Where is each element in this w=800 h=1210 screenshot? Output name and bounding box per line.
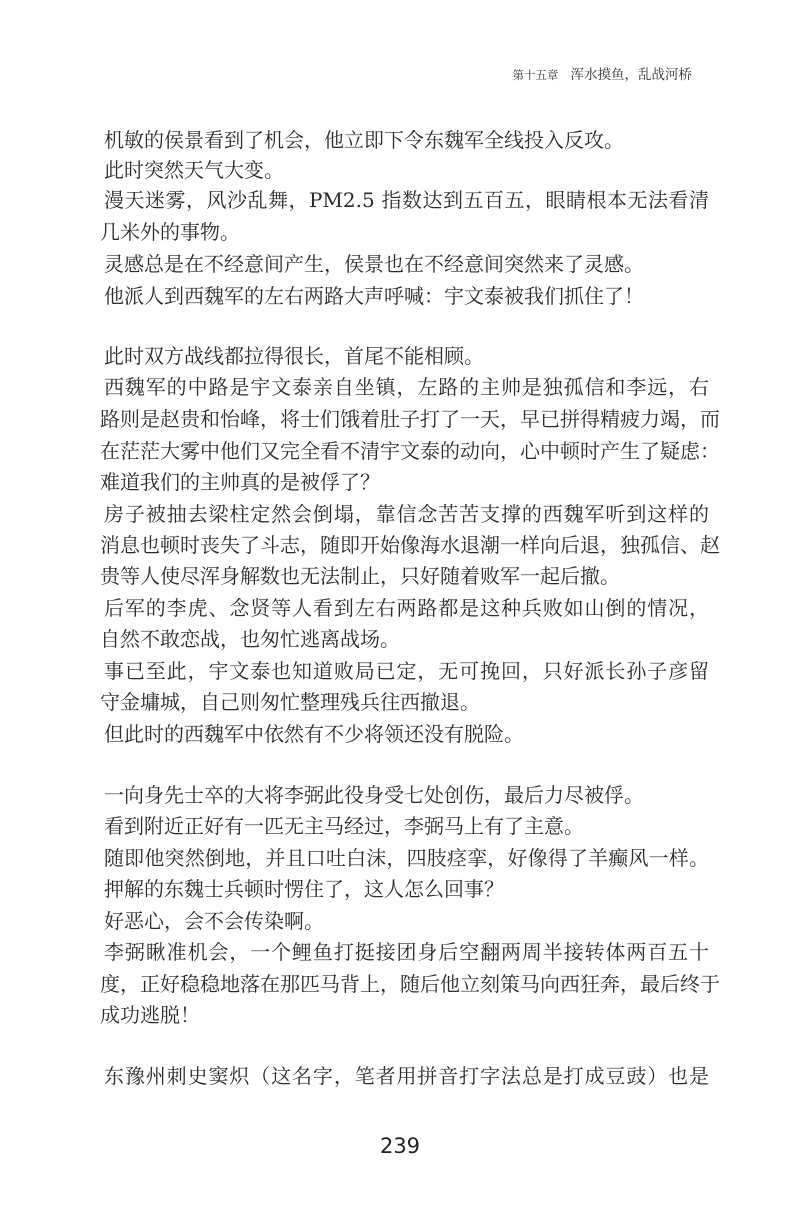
- text-line: 机敏的侯景看到了机会，他立即下令东魏军全线投入反攻。: [104, 128, 624, 152]
- text-line: 西魏军的中路是宇文泰亲自坐镇，左路的主帅是独孤信和李远，右: [104, 375, 709, 399]
- text-line: 后军的李虎、念贤等人看到左右两路都是这种兵败如山倒的情况，: [104, 596, 709, 620]
- text-line: 漫天迷雾，风沙乱舞，PM2.5 指数达到五百五，眼睛根本无法看清: [104, 188, 709, 212]
- running-head: [513, 63, 693, 83]
- text-line: 此时突然天气大变。: [104, 158, 284, 182]
- text-line: 东豫州刺史窦炽（这名字，笔者用拼音打字法总是打成豆豉）也是: [104, 1064, 709, 1088]
- text-line: 在茫茫大雾中他们又完全看不清宇文泰的动向，心中顿时产生了疑虑：: [100, 439, 720, 463]
- chapter-number: 第十五章: [512, 68, 559, 82]
- text-line: 房子被抽去梁柱定然会倒塌，靠信念苦苦支撑的西魏军听到这样的: [104, 502, 709, 526]
- text-line: 一向身先士卒的大将李弼此役身受七处创伤，最后力尽被俘。: [104, 783, 644, 807]
- text-line: 自然不敢恋战，也匆忙逃离战场。: [100, 627, 400, 651]
- text-line: 贵等人使尽浑身解数也无法制止，只好随着败军一起后撤。: [100, 564, 620, 588]
- text-line: 灵感总是在不经意间产生，侯景也在不经意间突然来了灵感。: [104, 252, 644, 276]
- text-line: 押解的东魏士兵顿时愣住了，这人怎么回事？: [104, 877, 504, 901]
- text-line: 守金墉城，自己则匆忙整理残兵往西撤退。: [100, 690, 480, 714]
- text-line: 难道我们的主帅真的是被俘了？: [100, 470, 380, 494]
- text-line: 几米外的事物。: [100, 220, 240, 244]
- text-line: 成功逃脱！: [100, 1003, 200, 1027]
- text-line: 度，正好稳稳地落在那匹马背上，随后他立刻策马向西狂奔，最后终于: [100, 972, 720, 996]
- text-line: 看到附近正好有一匹无主马经过，李弼马上有了主意。: [104, 814, 584, 838]
- text-line: 消息也顿时丧失了斗志，随即开始像海水退潮一样向后退，独孤信、赵: [100, 533, 720, 557]
- text-line: 路则是赵贵和怡峰，将士们饿着肚子打了一天，早已拼得精疲力竭，而: [100, 407, 720, 431]
- text-line: 他派人到西魏军的左右两路大声呼喊：宇文泰被我们抓住了！: [104, 284, 644, 308]
- text-line: 好恶心，会不会传染啊。: [104, 909, 324, 933]
- text-line: 李弼瞅准机会，一个鲤鱼打挺接团身后空翻两周半接转体两百五十: [104, 940, 709, 964]
- text-line: 此时双方战线都拉得很长，首尾不能相顾。: [104, 344, 484, 368]
- text-line: 随即他突然倒地，并且口吐白沫，四肢痉挛，好像得了羊癫风一样。: [104, 846, 709, 870]
- text-line: 事已至此，宇文泰也知道败局已定，无可挽回，只好派长孙子彦留: [104, 659, 709, 683]
- text-line: 但此时的西魏军中依然有不少将领还没有脱险。: [104, 722, 524, 746]
- chapter-title: 浑水摸鱼，乱战河桥: [570, 67, 692, 83]
- page-number: 239: [379, 1134, 421, 1158]
